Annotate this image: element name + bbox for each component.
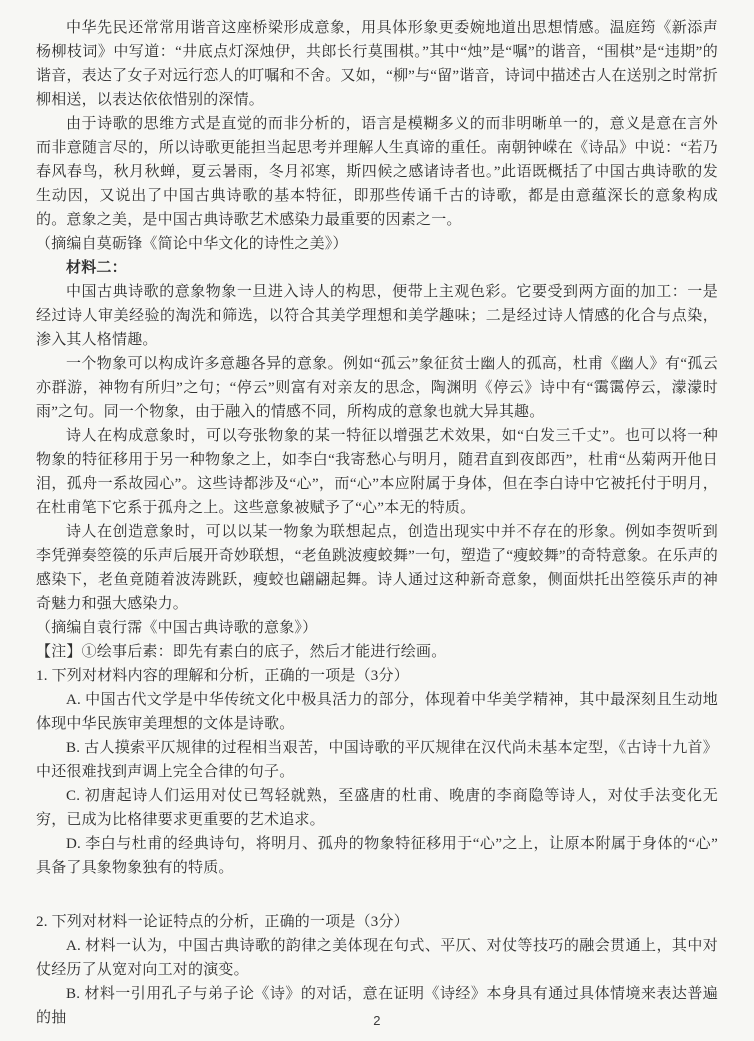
material-two-attribution: （摘编自袁行霈《中国古典诗歌的意象》） bbox=[36, 620, 318, 636]
material-one-paragraph-1: 中华先民还常常用谐音这座桥梁形成意象，用具体形象更委婉地道出思想情感。温庭筠《新添声杨柳枝词》中写道：“井底点灯深烛伊，共郎长行莫围棋。”其中“烛”是“嘱”的谐音，“围棋”是“违期”的谐音，表达了女子对远行恋人的叮嘱和不舍。又如，“柳”与“留”谐音，诗词中描述古人在送别之时常折柳相送，以表达依依惜别的深情。 bbox=[36, 20, 718, 108]
question-2 bbox=[36, 910, 718, 1030]
question-2-option-a: A. 材料一认为，中国古典诗歌的韵律之美体现在句式、平仄、对仗等技巧的融会贯通上，其中对仗经历了从宽对向工对的演变。 bbox=[36, 938, 718, 978]
material-two-paragraph-4: 诗人在创造意象时，可以以某一物象为联想起点，创造出现实中并不存在的形象。例如李贺听到李凭弹奏箜篌的乐声后展开奇妙联想，“老鱼跳波瘦蛟舞”一句，塑造了“瘦蛟舞”的奇特意象。在乐声的感染下，老鱼竟随着波涛跳跃，瘦蛟也翩翩起舞。诗人通过这种新奇意象，侧面烘托出箜篌乐声的神奇魅力和强大感染力。 bbox=[36, 524, 718, 612]
material-one-section bbox=[36, 16, 718, 256]
material-two-paragraph-3: 诗人在构成意象时，可以夸张物象的某一特征以增强艺术效果，如“白发三千丈”。也可以将一种物象的特征移用于另一种物象之上，如李白“我寄愁心与明月，随君直到夜郎西”，杜甫“丛菊两开他日泪，孤舟一系故园心”。这些诗都涉及“心”，而“心”本应附属于身体，但在李白诗中它被托付于明月，在杜甫笔下它系于孤舟之上。这些意象被赋予了“心”本无的特质。 bbox=[36, 428, 718, 516]
question-1 bbox=[36, 664, 718, 880]
footnote: 【注】①绘事后素：即先有素白的底子，然后才能进行绘画。 bbox=[36, 644, 447, 660]
material-two-paragraph-2: 一个物象可以构成许多意趣各异的意象。例如“孤云”象征贫士幽人的孤高，杜甫《幽人》有“孤云亦群游，神物有所归”之句；“停云”则富有对亲友的思念，陶渊明《停云》诗中有“霭霭停云，濛濛时雨”之句。同一个物象，由于融入的情感不同，所构成的意象也就大异其趣。 bbox=[36, 356, 718, 420]
page-number: 2 bbox=[373, 1013, 381, 1028]
material-one-paragraph-2: 由于诗歌的思维方式是直觉的而非分析的，语言是模糊多义的而非明晰单一的，意义是意在言外而非意随言尽的，所以诗歌更能担当起思考并理解人生真谛的重任。南朝钟嵘在《诗品》中说：“若乃春风春鸟，秋月秋蝉，夏云暑雨，冬月祁寒，斯四候之感诸诗者也。”此语既概括了中国古典诗歌的发生动因，又说出了中国古典诗歌的基本特征，即那些传诵千古的诗歌，都是由意蕴深长的意象构成的。意象之美，是中国古典诗歌艺术感染力最重要的因素之一。 bbox=[36, 116, 718, 228]
question-2-option-b-truncated: B. 材料一引用孔子与弟子论《诗》的对话，意在证明《诗经》本身具有通过具体情境来表达普遍的抽 bbox=[36, 986, 718, 1026]
question-1-option-b: B. 古人摸索平仄规律的过程相当艰苦，中国诗歌的平仄规律在汉代尚未基本定型，《古诗十九首》中还很难找到声调上完全合律的句子。 bbox=[36, 740, 718, 780]
material-two-heading: 材料二： bbox=[66, 260, 127, 276]
question-1-option-d: D. 李白与杜甫的经典诗句，将明月、孤舟的物象特征移用于“心”之上，让原本附属于身体的“心”具备了具象物象独有的特质。 bbox=[36, 836, 718, 876]
material-one-attribution: （摘编自莫砺锋《简论中华文化的诗性之美》） bbox=[36, 236, 348, 252]
material-two-section bbox=[36, 256, 718, 640]
material-two-paragraph-1: 中国古典诗歌的意象物象一旦进入诗人的构思，便带上主观色彩。它要受到两方面的加工：一是经过诗人审美经验的淘洗和筛选，以符合其美学理想和美学趣味；二是经过诗人情感的化合与点染，渗入其人格情趣。 bbox=[36, 284, 718, 348]
question-1-option-a: A. 中国古代文学是中华传统文化中极具活力的部分，体现着中华美学精神，其中最深刻且生动地体现中华民族审美理想的文体是诗歌。 bbox=[36, 692, 718, 732]
question-1-stem: 1. 下列对材料内容的理解和分析，正确的一项是（3分） bbox=[36, 668, 409, 684]
question-1-option-c: C. 初唐起诗人们运用对仗已驾轻就熟，至盛唐的杜甫、晚唐的李商隐等诗人，对仗手法变化无穷，已成为比格律要求更重要的艺术追求。 bbox=[36, 788, 718, 828]
question-2-stem: 2. 下列对材料一论证特点的分析，正确的一项是（3分） bbox=[36, 914, 409, 930]
